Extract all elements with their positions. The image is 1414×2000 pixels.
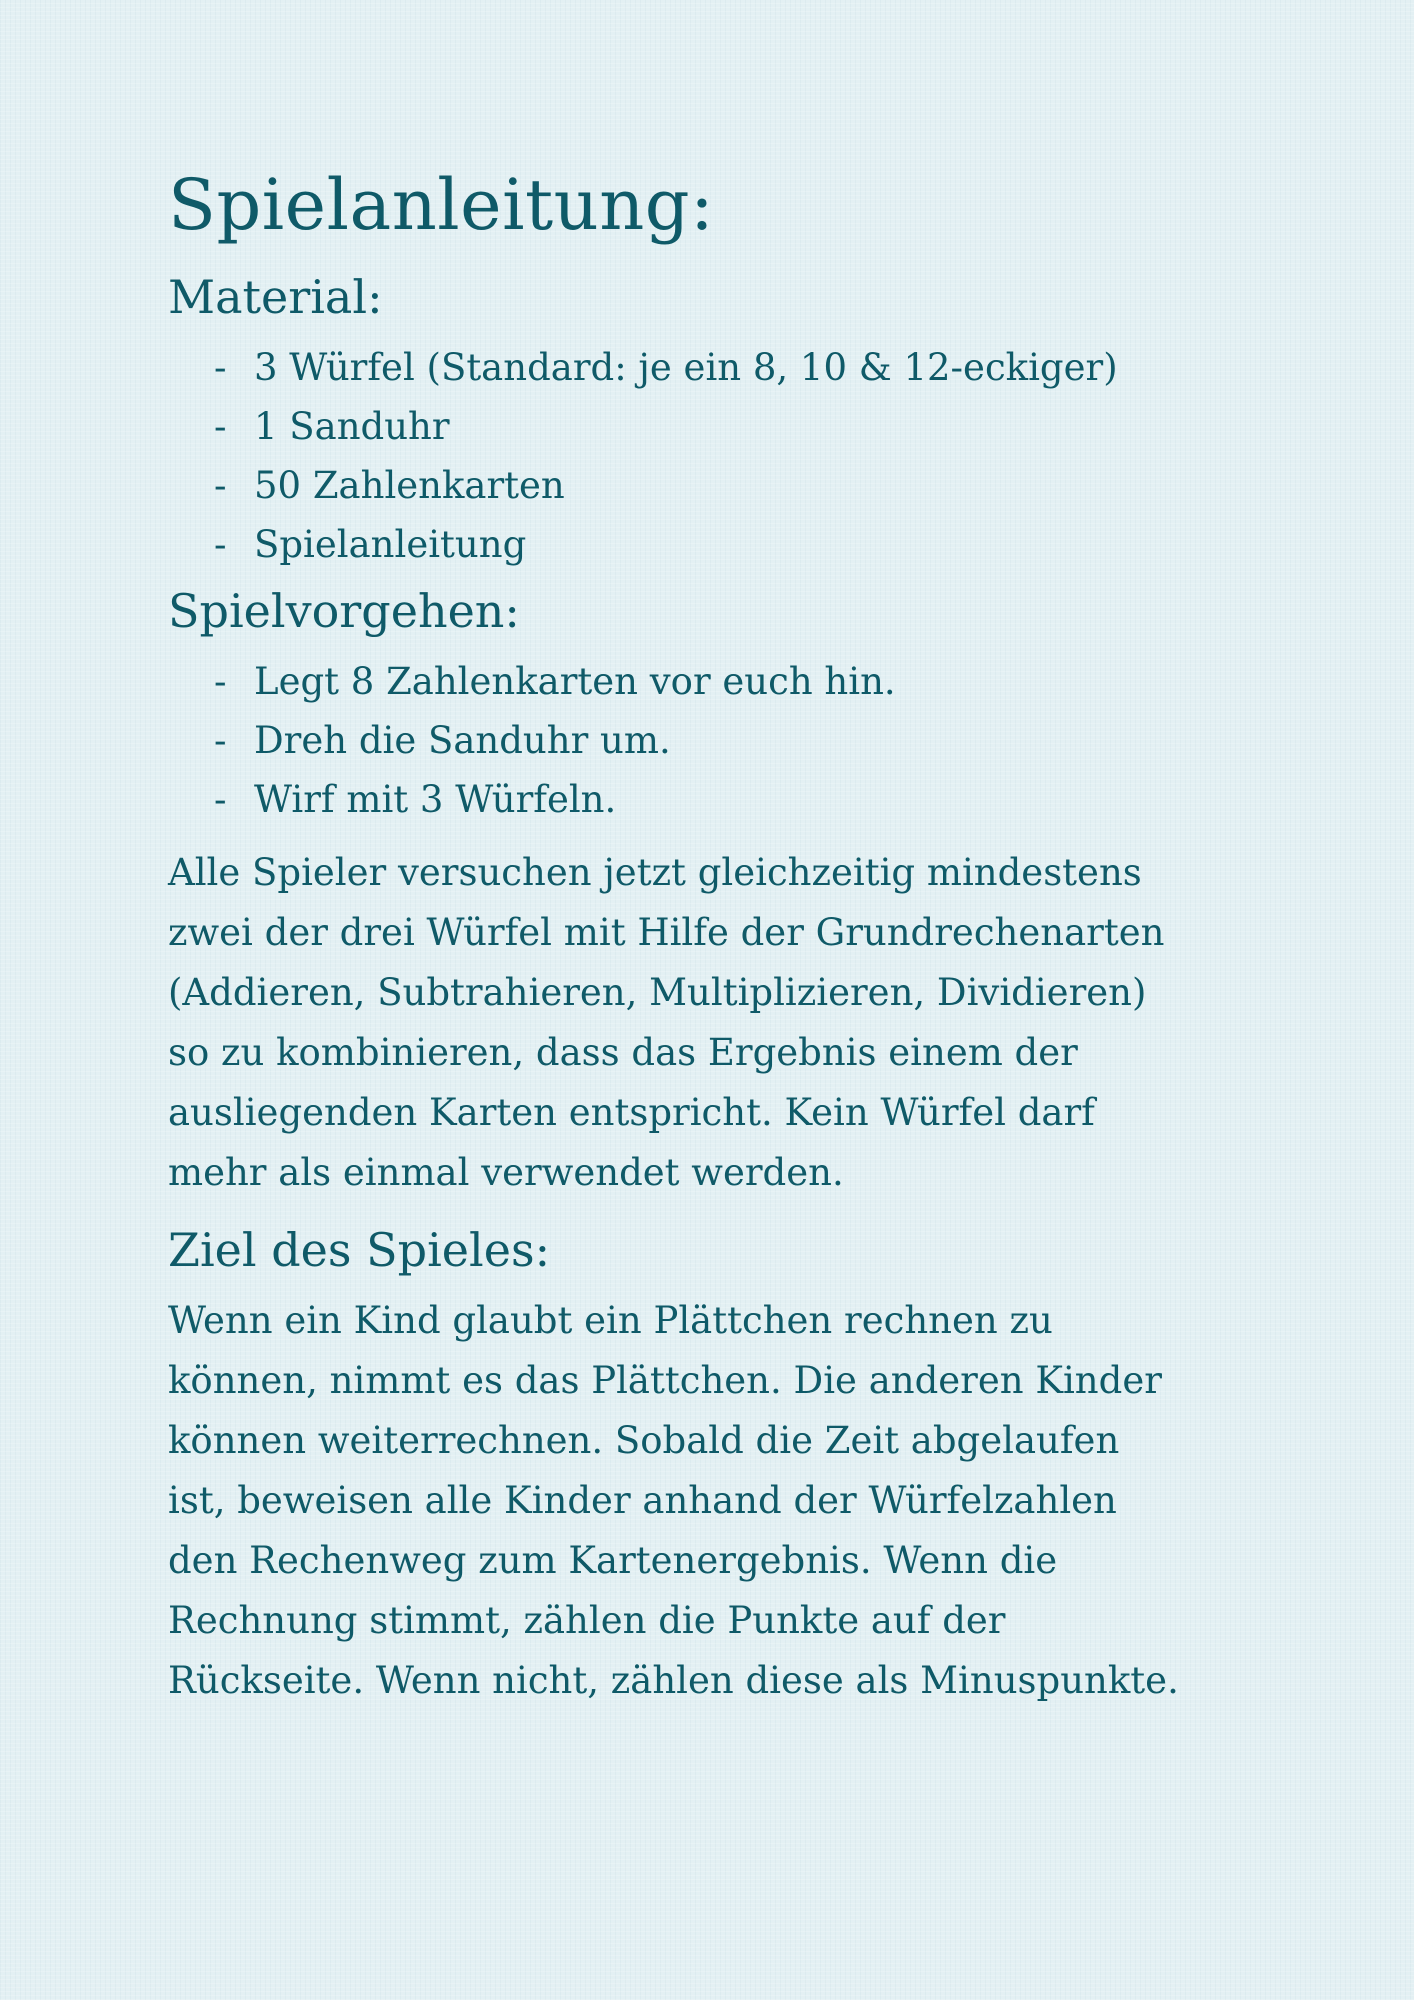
section-heading-spielvorgehen: Spielvorgehen: xyxy=(168,584,520,638)
bullet-dash: - xyxy=(214,346,227,389)
list-item xyxy=(214,770,1414,829)
paragraph-line: den Rechenweg zum Kartenergebnis. Wenn die xyxy=(168,1539,1058,1582)
paragraph-line: zwei der drei Würfel mit Hilfe der Grundrechenarten xyxy=(168,911,1165,954)
list-item xyxy=(214,338,1414,397)
procedure-list xyxy=(168,652,1414,829)
paragraph-line: ausliegenden Karten entspricht. Kein Würfel darf xyxy=(168,1091,1095,1134)
list-item-text: 50 Zahlenkarten xyxy=(254,464,565,507)
procedure-paragraph xyxy=(168,843,1268,1203)
list-item xyxy=(214,456,1414,515)
list-item-text: Legt 8 Zahlenkarten vor euch hin. xyxy=(254,660,896,703)
goal-paragraph xyxy=(168,1291,1268,1711)
list-item xyxy=(214,397,1414,456)
bullet-dash: - xyxy=(214,523,227,566)
bullet-dash: - xyxy=(214,464,227,507)
paragraph-line: können, nimmt es das Plättchen. Die anderen Kinder xyxy=(168,1359,1162,1402)
list-item xyxy=(214,515,1414,574)
list-item-text: Dreh die Sanduhr um. xyxy=(254,719,671,762)
list-item-text: 3 Würfel (Standard: je ein 8, 10 & 12-eckiger) xyxy=(254,346,1118,389)
paragraph-line: (Addieren, Subtrahieren, Multiplizieren, Dividieren) xyxy=(168,971,1147,1014)
section-heading-ziel: Ziel des Spieles: xyxy=(168,1223,551,1277)
list-item-text: Wirf mit 3 Würfeln. xyxy=(254,778,617,821)
list-item-text: Spielanleitung xyxy=(254,523,527,566)
paragraph-line: mehr als einmal verwendet werden. xyxy=(168,1151,844,1194)
list-item xyxy=(214,711,1414,770)
material-list xyxy=(168,338,1414,574)
page-title: Spielanleitung: xyxy=(168,164,715,246)
paragraph-line: Alle Spieler versuchen jetzt gleichzeitig mindestens xyxy=(168,851,1142,894)
paragraph-line: ist, beweisen alle Kinder anhand der Würfelzahlen xyxy=(168,1479,1117,1522)
paragraph-line: Wenn ein Kind glaubt ein Plättchen rechnen zu xyxy=(168,1299,1053,1342)
bullet-dash: - xyxy=(214,719,227,762)
bullet-dash: - xyxy=(214,778,227,821)
list-item xyxy=(214,652,1414,711)
bullet-dash: - xyxy=(214,405,227,448)
bullet-dash: - xyxy=(214,660,227,703)
paragraph-line: können weiterrechnen. Sobald die Zeit abgelaufen xyxy=(168,1419,1120,1462)
paragraph-line: Rechnung stimmt, zählen die Punkte auf der xyxy=(168,1599,1006,1642)
paragraph-line: so zu kombinieren, dass das Ergebnis einem der xyxy=(168,1031,1078,1074)
section-heading-material: Material: xyxy=(168,270,383,324)
paragraph-line: Rückseite. Wenn nicht, zählen diese als Minuspunkte. xyxy=(168,1659,1179,1702)
list-item-text: 1 Sanduhr xyxy=(254,405,450,448)
